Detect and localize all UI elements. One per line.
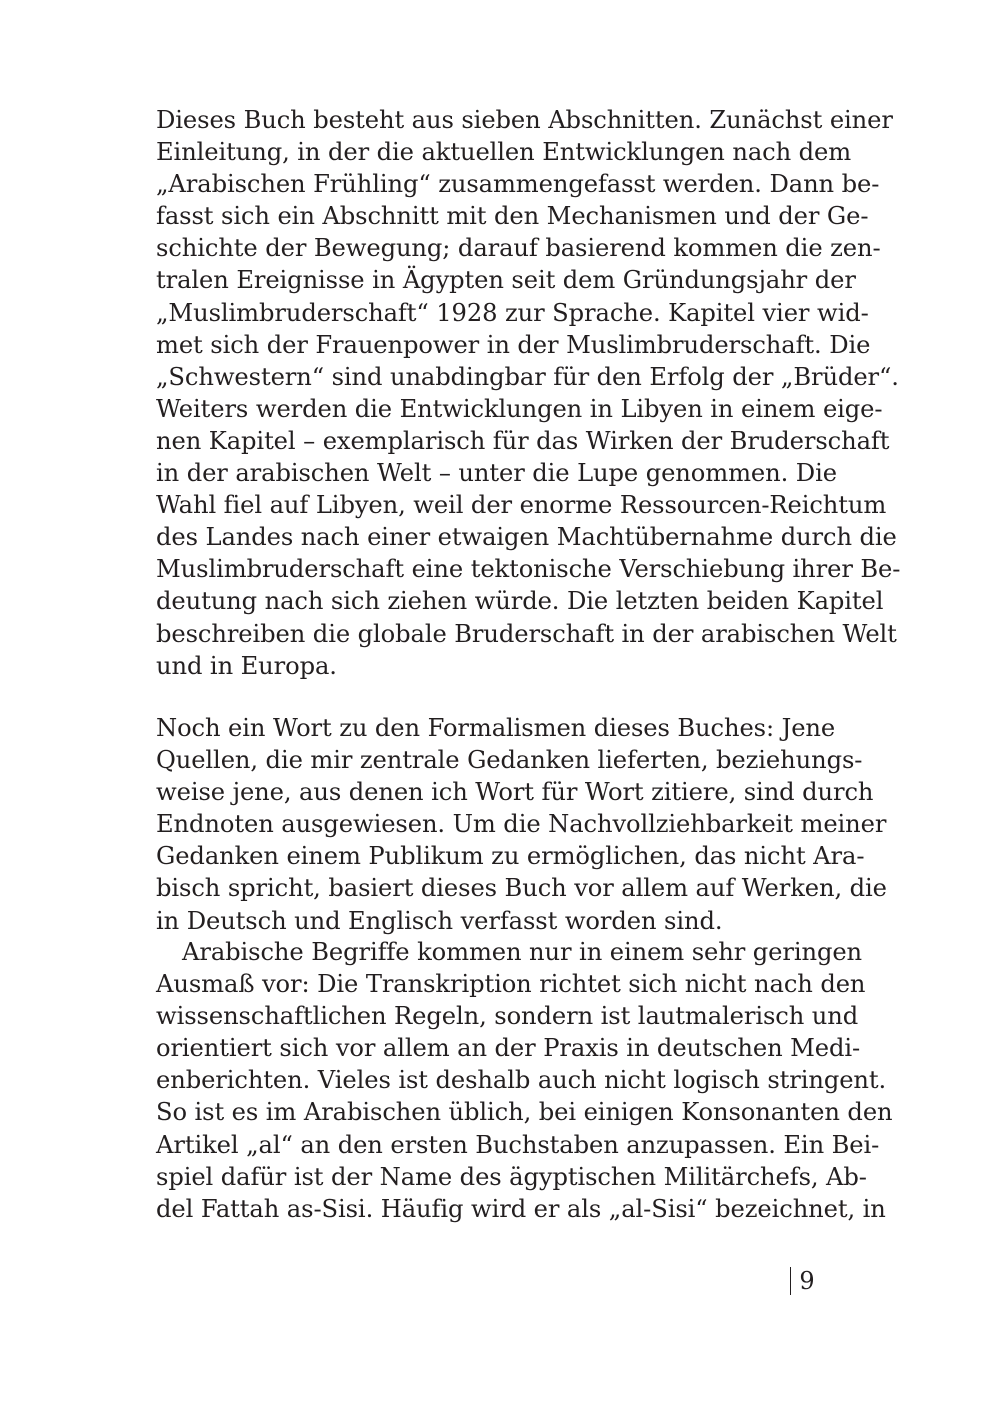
text-line: deutung nach sich ziehen würde. Die letzten beiden Kapitel xyxy=(156,587,884,616)
text-line: in Deutsch und Englisch verfasst worden sind. xyxy=(156,906,723,935)
text-line: des Landes nach einer etwaigen Machtübernahme durch die xyxy=(156,523,897,552)
text-line: in der arabischen Welt – unter die Lupe genommen. Die xyxy=(156,459,837,488)
paragraph-arabic-terms xyxy=(156,936,893,1225)
text-line: bisch spricht, basiert dieses Buch vor allem auf Werken, die xyxy=(156,874,887,903)
page-footer xyxy=(790,1264,815,1298)
paragraph-formalisms xyxy=(156,712,887,937)
text-line: weise jene, aus denen ich Wort für Wort zitiere, sind durch xyxy=(156,778,874,807)
text-line: „Schwestern“ sind unabdingbar für den Erfolg der „Brüder“. xyxy=(156,362,899,391)
text-line: Artikel „al“ an den ersten Buchstaben anzupassen. Ein Bei- xyxy=(156,1130,880,1159)
text-line: So ist es im Arabischen üblich, bei einigen Konsonanten den xyxy=(156,1098,893,1127)
text-line: „Arabischen Frühling“ zusammengefasst werden. Dann be- xyxy=(156,170,880,199)
text-line: tralen Ereignisse in Ägypten seit dem Gründungsjahr der xyxy=(156,266,856,295)
text-line: met sich der Frauenpower in der Muslimbruderschaft. Die xyxy=(156,330,871,359)
text-line: Quellen, die mir zentrale Gedanken lieferten, beziehungs- xyxy=(156,746,863,775)
text-line: und in Europa. xyxy=(156,651,337,680)
text-line: Weiters werden die Entwicklungen in Libyen in einem eige- xyxy=(156,394,883,423)
text-line: Ausmaß vor: Die Transkription richtet sich nicht nach den xyxy=(156,970,866,999)
text-line: Muslimbruderschaft eine tektonische Verschiebung ihrer Be- xyxy=(156,555,901,584)
text-line: schichte der Bewegung; darauf basierend kommen die zen- xyxy=(156,234,881,263)
text-line: spiel dafür ist der Name des ägyptischen Militärchefs, Ab- xyxy=(156,1162,867,1191)
paragraph-book-structure xyxy=(156,104,901,682)
text-line: Arabische Begriffe kommen nur in einem sehr geringen xyxy=(182,938,863,966)
text-line: nen Kapitel – exemplarisch für das Wirken der Bruderschaft xyxy=(156,426,890,455)
text-line: wissenschaftlichen Regeln, sondern ist lautmalerisch und xyxy=(156,1002,859,1031)
text-line: Wahl fiel auf Libyen, weil der enorme Ressourcen-Reichtum xyxy=(156,491,887,520)
text-line: Noch ein Wort zu den Formalismen dieses Buches: Jene xyxy=(156,714,836,742)
text-line: del Fattah as-Sisi. Häufig wird er als „al-Sisi“ bezeichnet, in xyxy=(156,1194,886,1223)
text-line: Einleitung, in der die aktuellen Entwicklungen nach dem xyxy=(156,138,852,167)
text-line: Endnoten ausgewiesen. Um die Nachvollziehbarkeit meiner xyxy=(156,810,887,839)
text-line: Gedanken einem Publikum zu ermöglichen, das nicht Ara- xyxy=(156,842,865,871)
text-line: orientiert sich vor allem an der Praxis in deutschen Medi- xyxy=(156,1034,861,1063)
page-number-divider xyxy=(790,1267,791,1295)
text-line: fasst sich ein Abschnitt mit den Mechanismen und der Ge- xyxy=(156,202,869,231)
text-line: Dieses Buch besteht aus sieben Abschnitten. Zunächst einer xyxy=(156,106,893,134)
text-line: enberichten. Vieles ist deshalb auch nicht logisch stringent. xyxy=(156,1066,887,1095)
text-line: „Muslimbruderschaft“ 1928 zur Sprache. Kapitel vier wid- xyxy=(156,298,869,327)
text-line: beschreiben die globale Bruderschaft in der arabischen Welt xyxy=(156,619,897,648)
page-number: 9 xyxy=(799,1267,815,1295)
